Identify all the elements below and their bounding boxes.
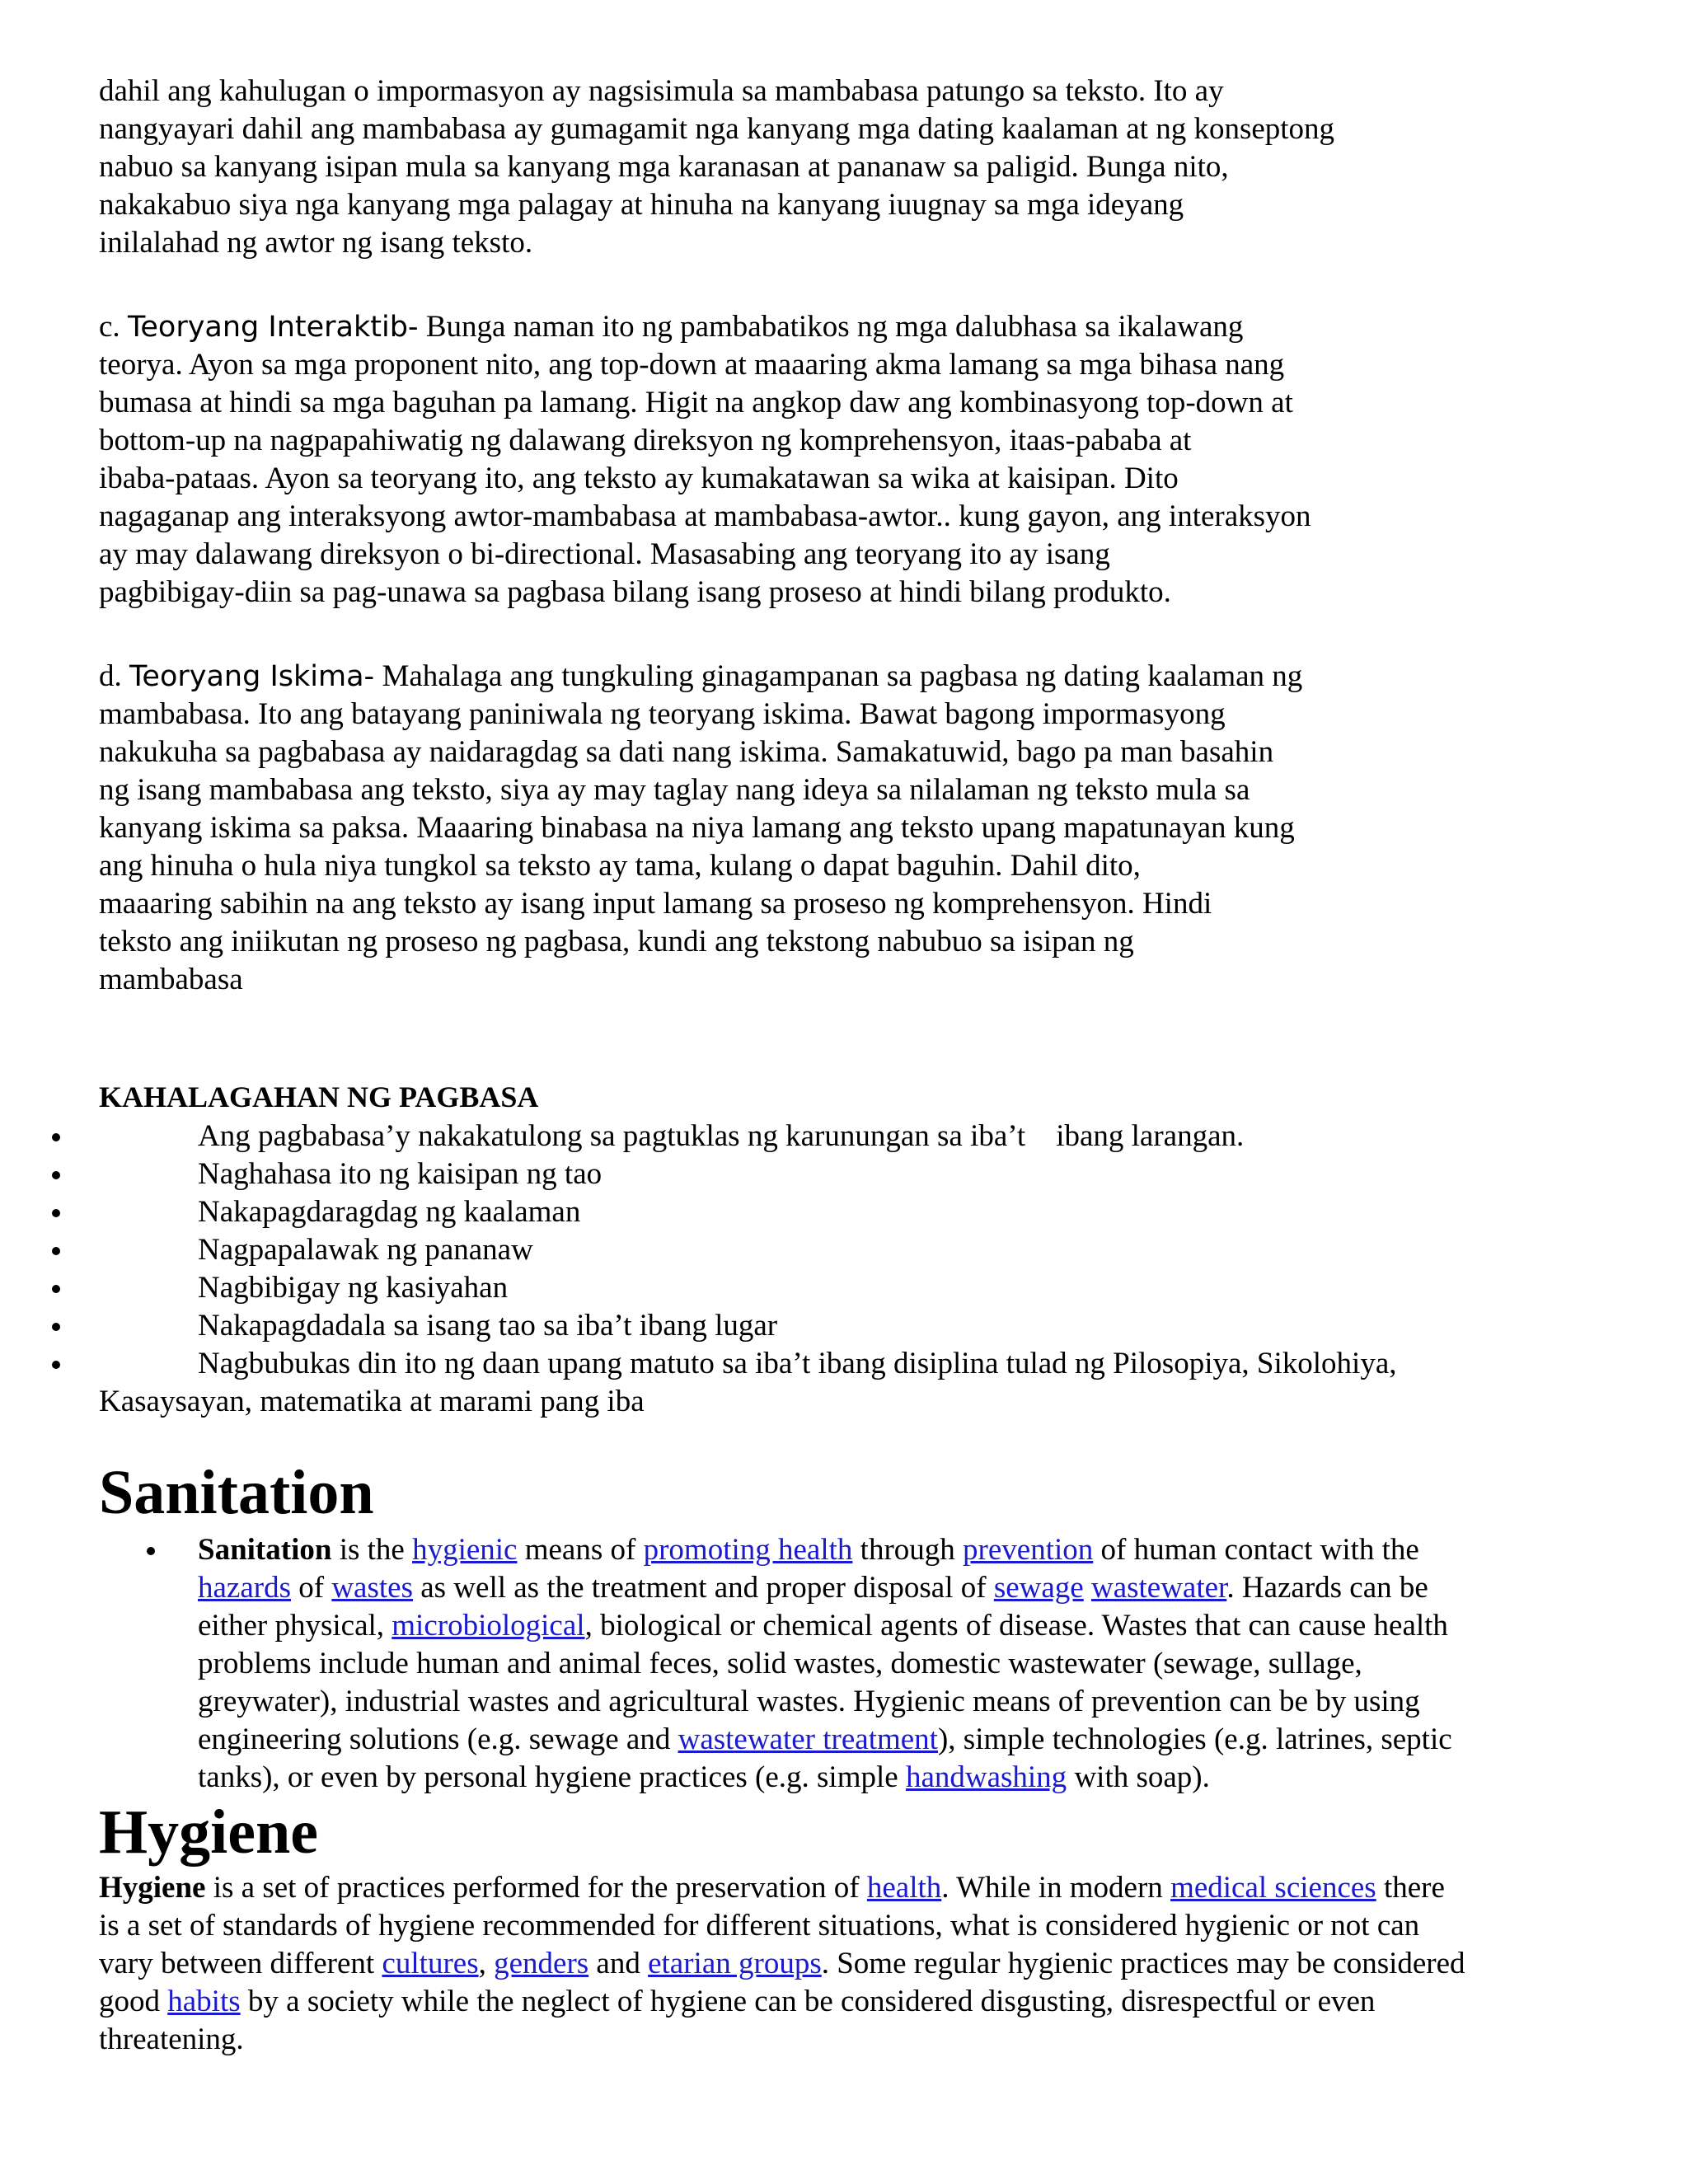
text-run: vary between different bbox=[99, 1947, 382, 1980]
bullet-icon bbox=[52, 1133, 60, 1141]
text-line bbox=[99, 1945, 1648, 1983]
text-line: kanyang iskima sa paksa. Maaaring binabasa na niya lamang ang teksto upang mapatunayan kung bbox=[99, 811, 1295, 845]
link-etarian-groups[interactable]: etarian groups bbox=[648, 1947, 822, 1980]
sanitation-heading: Sanitation bbox=[99, 1458, 374, 1527]
bold-term: Sanitation bbox=[198, 1533, 332, 1567]
text-run: of human contact with the bbox=[1093, 1533, 1419, 1567]
bullet-icon bbox=[52, 1361, 60, 1369]
list-item bbox=[49, 1345, 1397, 1421]
bullet-icon bbox=[147, 1547, 155, 1555]
text-run: tanks), or even by personal hygiene practices (e.g. simple bbox=[198, 1760, 906, 1794]
link-genders[interactable]: genders bbox=[494, 1947, 589, 1980]
text-run: engineering solutions (e.g. sewage and bbox=[198, 1722, 678, 1756]
intro-paragraph bbox=[99, 73, 1334, 262]
theory-term: Teoryang Iskima- bbox=[129, 660, 375, 693]
text-line bbox=[99, 658, 1302, 696]
text-line: ay may dalawang direksyon o bi-directional. Masasabing ang teoryang ito ay isang bbox=[99, 537, 1110, 571]
text-run: . Some regular hygienic practices may be considered bbox=[821, 1947, 1465, 1980]
hygiene-heading: Hygiene bbox=[99, 1797, 318, 1867]
link-cultures[interactable]: cultures bbox=[382, 1947, 479, 1980]
text-line: ibaba-pataas. Ayon sa teoryang ito, ang teksto ay kumakatawan sa wika at kaisipan. Dito bbox=[99, 462, 1179, 495]
link-wastes[interactable]: wastes bbox=[331, 1571, 413, 1605]
text-line: problems include human and animal feces, solid wastes, domestic wastewater (sewage, sullage, bbox=[198, 1647, 1362, 1680]
link-medical-sciences[interactable]: medical sciences bbox=[1170, 1871, 1376, 1905]
text-line: nakakabuo siya nga kanyang mga palagay at hinuha na kanyang iuugnay sa mga ideyang bbox=[99, 188, 1184, 222]
text-run: , bbox=[478, 1947, 495, 1980]
item-prefix: d. bbox=[99, 659, 129, 693]
link-health[interactable]: health bbox=[866, 1871, 942, 1905]
text-line bbox=[198, 1721, 1673, 1759]
text-run: with soap). bbox=[1067, 1760, 1210, 1794]
text-line bbox=[198, 1531, 1673, 1569]
text-line: is a set of standards of hygiene recommended for different situations, what is considered hygienic or not can bbox=[99, 1909, 1420, 1943]
text-line: threatening. bbox=[99, 2022, 244, 2056]
list-item-text: Nagbibigay ng kasiyahan bbox=[198, 1271, 509, 1305]
list-item bbox=[49, 1193, 1397, 1231]
list-item-text: Nagbubukas din ito ng daan upang matuto sa iba’t ibang disiplina tulad ng Pilosopiya, Sikolohiya, bbox=[198, 1347, 1397, 1380]
text-run: by a society while the neglect of hygiene can be considered disgusting, disrespectful or even bbox=[240, 1985, 1376, 2018]
text-run: through bbox=[852, 1533, 964, 1567]
text-line: teksto ang iniikutan ng proseso ng pagbasa, kundi ang tekstong nabubuo sa isipan ng bbox=[99, 925, 1134, 958]
kahalagahan-heading: KAHALAGAHAN NG PAGBASA bbox=[99, 1080, 539, 1113]
list-item-continuation: Kasaysayan, matematika at marami pang iba bbox=[99, 1385, 645, 1418]
text-line: nagaganap ang interaksyong awtor-mambabasa at mambabasa-awtor.. kung gayon, ang interaksyon bbox=[99, 499, 1311, 533]
link-promoting-health[interactable]: promoting health bbox=[643, 1533, 853, 1567]
text-run: ), simple technologies (e.g. latrines, septic bbox=[937, 1722, 1452, 1756]
text-run: good bbox=[99, 1985, 168, 2018]
text-run bbox=[1084, 1571, 1091, 1605]
list-item-text: Nakapagdadala sa isang tao sa iba’t ibang lugar bbox=[198, 1309, 778, 1343]
text-line: pagbibigay-diin sa pag-unawa sa pagbasa bilang isang proseso at hindi bilang produkto. bbox=[99, 575, 1171, 609]
text-run: , biological or chemical agents of disease. Wastes that can cause health bbox=[584, 1609, 1448, 1643]
text-run: of bbox=[291, 1571, 332, 1605]
text-line bbox=[99, 1983, 1648, 2021]
link-prevention[interactable]: prevention bbox=[963, 1533, 1094, 1567]
text-line bbox=[198, 1569, 1673, 1607]
list-item bbox=[49, 1231, 1397, 1269]
hygiene-paragraph bbox=[99, 1869, 1648, 2059]
text-run: means of bbox=[517, 1533, 644, 1567]
text-line: nakukuha sa pagbabasa ay naidaragdag sa dati nang iskima. Samakatuwid, bago pa man basahin bbox=[99, 735, 1274, 769]
link-habits[interactable]: habits bbox=[167, 1985, 241, 2018]
list-item-text: Nagpapalawak ng pananaw bbox=[198, 1233, 533, 1267]
list-item-text: Ang pagbabasa’y nakakatulong sa pagtuklas ng karunungan sa iba’t ibang larangan. bbox=[198, 1119, 1245, 1153]
text-line: dahil ang kahulugan o impormasyon ay nagsisimula sa mambabasa patungo sa teksto. Ito ay bbox=[99, 74, 1224, 108]
bold-term: Hygiene bbox=[99, 1871, 206, 1905]
bullet-icon bbox=[52, 1171, 60, 1179]
link-wastewater[interactable]: wastewater bbox=[1090, 1571, 1227, 1605]
link-microbiological[interactable]: microbiological bbox=[392, 1609, 585, 1643]
list-item bbox=[49, 1118, 1397, 1155]
list-item bbox=[49, 1269, 1397, 1307]
bullet-icon bbox=[52, 1323, 60, 1331]
text-line: nangyayari dahil ang mambabasa ay gumagamit nga kanyang mga dating kaalaman at ng konseptong bbox=[99, 112, 1335, 146]
link-hygienic[interactable]: hygienic bbox=[412, 1533, 518, 1567]
text-run: is the bbox=[331, 1533, 413, 1567]
text-run: there bbox=[1376, 1871, 1445, 1905]
link-handwashing[interactable]: handwashing bbox=[905, 1760, 1067, 1794]
list-item bbox=[49, 1155, 1397, 1193]
bullet-icon bbox=[52, 1285, 60, 1293]
text-run: . Hazards can be bbox=[1226, 1571, 1428, 1605]
theory-term: Teoryang Interaktib- bbox=[127, 311, 419, 344]
text-line: inilalahad ng awtor ng isang teksto. bbox=[99, 226, 533, 260]
text-line bbox=[198, 1759, 1673, 1797]
sanitation-list-item bbox=[198, 1531, 1673, 1797]
link-wastewater-treatment[interactable]: wastewater treatment bbox=[678, 1722, 938, 1756]
item-prefix: c. bbox=[99, 310, 128, 344]
text-line bbox=[99, 1869, 1648, 1907]
teoryang-interaktib-paragraph bbox=[99, 308, 1311, 612]
text-run: Mahalaga ang tungkuling ginagampanan sa pagbasa ng dating kaalaman ng bbox=[374, 659, 1303, 693]
list-item-text: Naghahasa ito ng kaisipan ng tao bbox=[198, 1157, 603, 1191]
text-line bbox=[99, 308, 1311, 346]
teoryang-iskima-paragraph bbox=[99, 658, 1302, 999]
text-run: . While in modern bbox=[941, 1871, 1171, 1905]
text-line: ang hinuha o hula niya tungkol sa teksto ay tama, kulang o dapat baguhin. Dahil dito, bbox=[99, 849, 1141, 883]
text-line: bumasa at hindi sa mga baguhan pa lamang. Higit na angkop daw ang kombinasyong top-down at bbox=[99, 386, 1293, 419]
list-item bbox=[49, 1307, 1397, 1345]
text-line: teorya. Ayon sa mga proponent nito, ang top-down at maaaring akma lamang sa mga bihasa nang bbox=[99, 348, 1285, 382]
text-line: bottom-up na nagpapahiwatig ng dalawang direksyon ng komprehensyon, itaas-pababa at bbox=[99, 424, 1192, 457]
text-run: and bbox=[588, 1947, 649, 1980]
list-item-text: Nakapagdaragdag ng kaalaman bbox=[198, 1195, 581, 1229]
text-run: as well as the treatment and proper disposal of bbox=[412, 1571, 994, 1605]
link-hazards[interactable]: hazards bbox=[198, 1571, 291, 1605]
text-run: is a set of practices performed for the preservation of bbox=[205, 1871, 867, 1905]
kahalagahan-list bbox=[49, 1118, 1397, 1421]
text-line bbox=[198, 1607, 1673, 1645]
text-line: maaaring sabihin na ang teksto ay isang input lamang sa proseso ng komprehensyon. Hindi bbox=[99, 887, 1212, 921]
text-line: nabuo sa kanyang isipan mula sa kanyang mga karanasan at pananaw sa paligid. Bunga nito, bbox=[99, 150, 1229, 184]
text-run: Bunga naman ito ng pambabatikos ng mga dalubhasa sa ikalawang bbox=[418, 310, 1244, 344]
text-line: mambabasa. Ito ang batayang paniniwala ng teoryang iskima. Bawat bagong impormasyong bbox=[99, 697, 1226, 731]
text-line: greywater), industrial wastes and agricultural wastes. Hygienic means of prevention can be by using bbox=[198, 1685, 1420, 1718]
text-line: mambabasa bbox=[99, 963, 243, 996]
text-run: either physical, bbox=[198, 1609, 392, 1643]
text-line: ng isang mambabasa ang teksto, siya ay may taglay nang ideya sa nilalaman ng teksto mula sa bbox=[99, 773, 1250, 807]
bullet-icon bbox=[52, 1247, 60, 1255]
link-sewage[interactable]: sewage bbox=[993, 1571, 1084, 1605]
bullet-icon bbox=[52, 1209, 60, 1217]
